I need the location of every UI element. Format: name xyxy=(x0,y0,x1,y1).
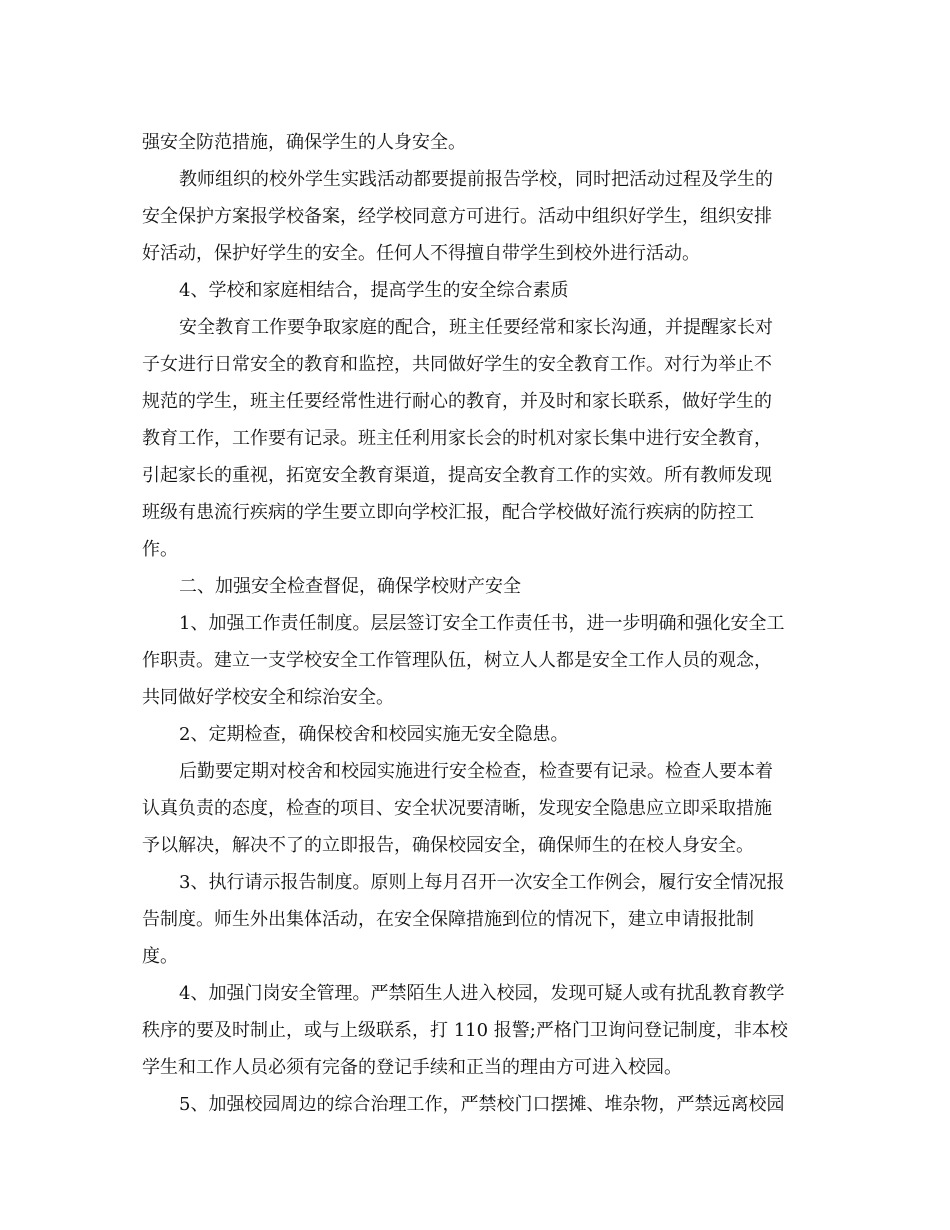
paragraph-line: 秩序的要及时制止，或与上级联系，打 110 报警;严格门卫询问登记制度，非本校 xyxy=(142,1020,788,1041)
paragraph-line: 教育工作，工作要有记录。班主任利用家长会的时机对家长集中进行安全教育， xyxy=(142,428,772,449)
paragraph-line: 教师组织的校外学生实践活动都要提前报告学校，同时把活动过程及学生的 xyxy=(179,169,773,190)
paragraph-line: 学生和工作人员必须有完备的登记手续和正当的理由方可进入校园。 xyxy=(142,1057,682,1078)
paragraph-line: 共同做好学校安全和综治安全。 xyxy=(142,687,394,708)
paragraph-line: 1、加强工作责任制度。层层签订安全工作责任书，进一步明确和强化安全工 xyxy=(179,613,785,634)
paragraph-line: 强安全防范措施，确保学生的人身安全。 xyxy=(142,132,466,153)
paragraph-line: 3、执行请示报告制度。原则上每月召开一次安全工作例会，履行安全情况报 xyxy=(179,872,785,893)
paragraph-line: 作。 xyxy=(142,539,178,560)
paragraph-line: 规范的学生，班主任要经常性进行耐心的教育，并及时和家长联系，做好学生的 xyxy=(142,391,772,412)
paragraph-line: 班级有患流行疾病的学生要立即向学校汇报，配合学校做好流行疾病的防控工 xyxy=(142,502,754,523)
paragraph-line: 安全教育工作要争取家庭的配合，班主任要经常和家长沟通，并提醒家长对 xyxy=(179,317,773,338)
paragraph-line: 引起家长的重视，拓宽安全教育渠道，提高安全教育工作的实效。所有教师发现 xyxy=(142,465,772,486)
paragraph-line: 好活动，保护好学生的安全。任何人不得擅自带学生到校外进行活动。 xyxy=(142,243,700,264)
paragraph-line: 后勤要定期对校舍和校园实施进行安全检查，检查要有记录。检查人要本着 xyxy=(179,761,773,782)
paragraph-line: 予以解决，解决不了的立即报告，确保校园安全，确保师生的在校人身安全。 xyxy=(142,835,754,856)
paragraph-line: 度。 xyxy=(142,946,178,967)
paragraph-line: 安全保护方案报学校备案，经学校同意方可进行。活动中组织好学生，组织安排 xyxy=(142,206,772,227)
section-heading: 4、学校和家庭相结合，提高学生的安全综合素质 xyxy=(179,280,569,301)
paragraph-line: 4、加强门岗安全管理。严禁陌生人进入校园，发现可疑人或有扰乱教育教学 xyxy=(179,983,785,1004)
paragraph-line: 5、加强校园周边的综合治理工作，严禁校门口摆摊、堆杂物，严禁远离校园 xyxy=(179,1094,785,1115)
paragraph-line: 子女进行日常安全的教育和监控，共同做好学生的安全教育工作。对行为举止不 xyxy=(142,354,772,375)
paragraph-line: 作职责。建立一支学校安全工作管理队伍，树立人人都是安全工作人员的观念， xyxy=(142,650,772,671)
paragraph-line: 告制度。师生外出集体活动，在安全保障措施到位的情况下，建立申请报批制 xyxy=(142,909,754,930)
section-heading: 二、加强安全检查督促，确保学校财产安全 xyxy=(179,576,521,597)
document-body xyxy=(142,124,812,1123)
section-heading: 2、定期检查，确保校舍和校园实施无安全隐患。 xyxy=(179,724,569,745)
paragraph-line: 认真负责的态度，检查的项目、安全状况要清晰，发现安全隐患应立即采取措施 xyxy=(142,798,772,819)
